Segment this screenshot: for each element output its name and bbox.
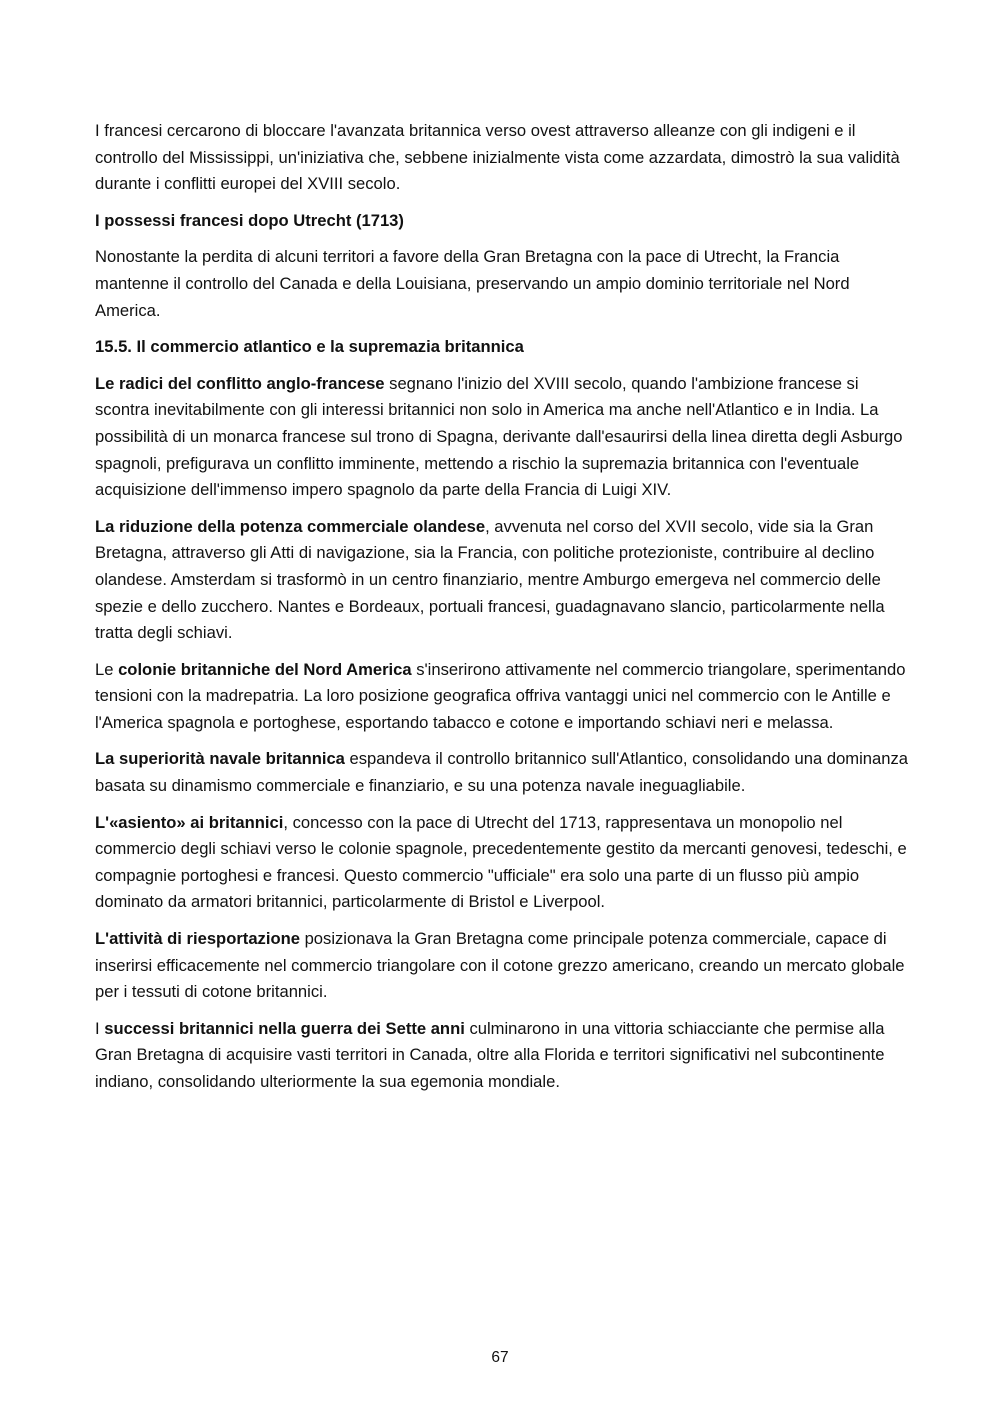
paragraph-north-america-colonies [95,657,910,737]
paragraph-text: , concesso con la pace di Utrecht del 1713, rappresentava un monopolio nel commercio degli schiavi verso le colonie spagnole, precedentemente gestito da mercanti genovesi, tedeschi, e compagnie portoghesi e francesi. Questo commercio "ufficiale" era solo una parte di un flusso più ampio dominato da armatori britannici, particolarmente di Bristol e Liverpool. [95,812,907,912]
section-heading-15-5: 15.5. Il commercio atlantico e la supremazia britannica [95,337,524,357]
paragraph-seven-years-war [95,1016,910,1096]
page-number: 67 [491,1349,509,1366]
bold-term: colonie britanniche del Nord America [118,659,412,679]
bold-term: L'«asiento» ai britannici [95,812,284,832]
bold-term: L'attività di riesportazione [95,929,300,949]
paragraph-text: , avvenuta nel corso del XVII secolo, vide sia la Gran Bretagna, attraverso gli Atti di navigazione, sia la Francia, con politiche protezioniste, contribuire al declino olandese. Amsterdam si trasformò in un centro finanziario, mentre Amburgo emergeva nel commercio delle spezie e dello zucchero. Nantes e Bordeaux, portuali francesi, guadagnavano slancio, particolarmente nella tratta degli schiavi. [95,516,885,643]
bold-term: Le radici del conflitto anglo-francese [95,373,385,393]
paragraph-text: segnano l'inizio del XVIII secolo, quando l'ambizione francese si scontra inevitabilmente con gli interessi britannici non solo in America ma anche nell'Atlantico e in India. La possibilità di un monarca francese sul trono di Spagna, derivante dall'esaurirsi della linea diretta degli Asburgo spagnoli, prefigurava un conflitto imminente, mettendo a rischio la supremazia britannica con l'eventuale acquisizione dell'immenso impero spagnolo da parte della Francia di Luigi XIV. [95,373,903,500]
paragraph-naval-superiority [95,746,910,799]
paragraph-asiento [95,810,910,916]
bold-term: La riduzione della potenza commerciale olandese [95,516,486,536]
paragraph-text: I [95,1018,105,1038]
paragraph-conflict-roots [95,371,910,504]
paragraph-text: culminarono in una vittoria schiacciante che permise alla Gran Bretagna di acquisire vasti territori in Canada, oltre alla Florida e territori significativi nel subcontinente indiano, consolidando ulteriormente la sua egemonia mondiale. [95,1018,885,1091]
paragraph-utrecht: Nonostante la perdita di alcuni territori a favore della Gran Bretagna con la pace di Utrecht, la Francia mantenne il controllo del Canada e della Louisiana, preservando un ampio dominio territoriale nel Nord America. [95,247,850,320]
paragraph-text: s'inserirono attivamente nel commercio triangolare, sperimentando tensioni con la madrepatria. La loro posizione geografica offriva vantaggi unici nel commercio con le Antille e l'America spagnola e portoghese, esportando tabacco e cotone e importando schiavi neri e melassa. [95,659,906,732]
paragraph-text: posizionava la Gran Bretagna come principale potenza commerciale, capace di inserirsi efficacemente nel commercio triangolare con il cotone grezzo americano, creando un mercato globale per i tessuti di cotone britannici. [95,929,905,1002]
page-body [95,118,910,1106]
paragraph-re-export [95,926,910,1006]
heading-utrecht-possessions: I possessi francesi dopo Utrecht (1713) [95,210,404,230]
paragraph-mississippi: I francesi cercarono di bloccare l'avanzata britannica verso ovest attraverso alleanze con gli indigeni e il controllo del Mississippi, un'iniziativa che, sebbene inizialmente vista come azzardata, dimostrò la sua validità durante i conflitti europei del XVIII secolo. [95,121,900,194]
bold-term: successi britannici nella guerra dei Sette anni [104,1018,465,1038]
bold-term: La superiorità navale britannica [95,749,345,769]
paragraph-text: espandeva il controllo britannico sull'Atlantico, consolidando una dominanza basata su dinamismo commerciale e finanziario, e su una potenza navale ineguagliabile. [95,749,909,796]
paragraph-dutch-decline [95,514,910,647]
paragraph-text: Le [95,659,119,679]
